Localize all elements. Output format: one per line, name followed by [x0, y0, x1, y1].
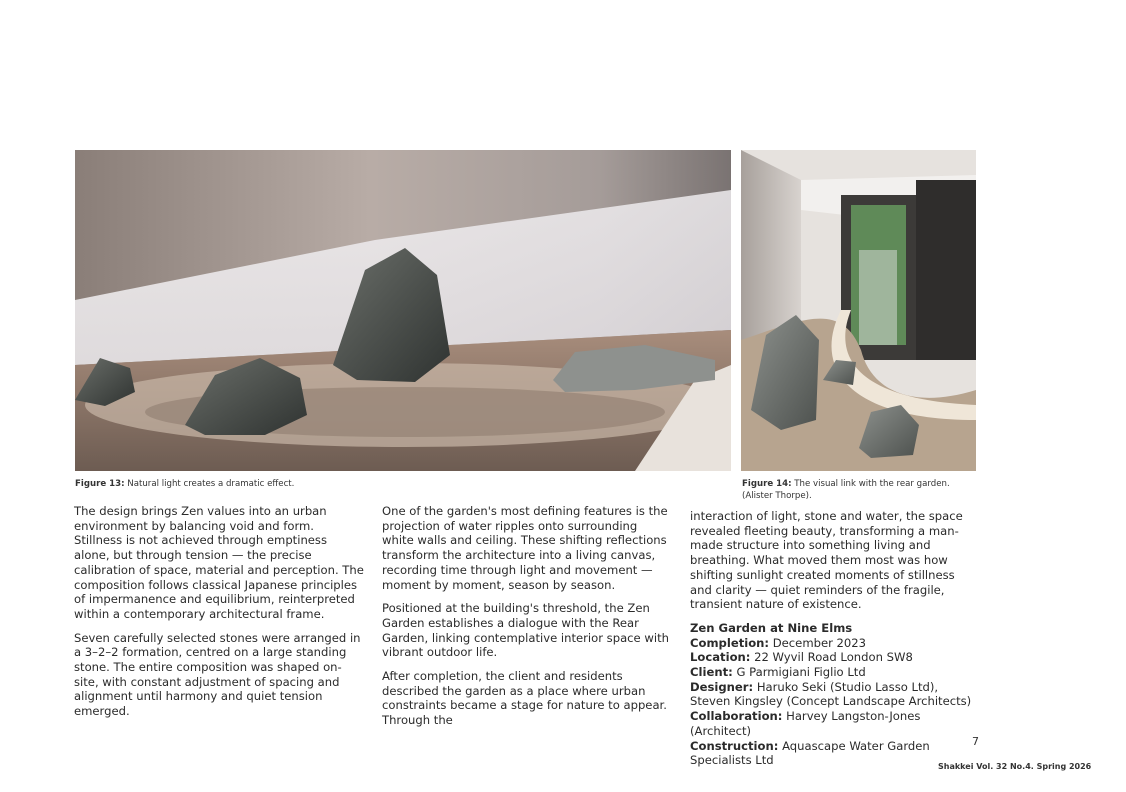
figure-13-photo [75, 150, 731, 471]
paragraph: Seven carefully selected stones were arranged in a 3–2–2 formation, centred on a large standing stone. The entire composition was shaped on-site, with constant adjustment of spacing and alignment until harmony and quiet tension emerged. [74, 630, 361, 719]
paragraph: The design brings Zen values into an urban environment by balancing void and form. Stillness is not achieved through emptiness alone, but through tension — the precise calibration of space, material and perception. The composition follows classical Japanese principles of impermanence and equilibrium, reinterpreted within a contemporary architectural frame. [74, 504, 364, 621]
figure-13-label: Figure 13: [75, 479, 125, 489]
figure-14-credit: (Alister Thorpe). [742, 491, 812, 501]
paragraph: interaction of light, stone and water, the space revealed fleeting beauty, transforming a man-made structure into something living and breathing. What moved them most was how shifting sunlight created moments of stillness and clarity — quiet reminders of the fragile, transient nature of existence. [690, 509, 963, 612]
fact-construction: Construction: Aquascape Water Garden Specialists Ltd [690, 738, 930, 768]
project-facts [690, 621, 980, 768]
paragraph: After completion, the client and residents described the garden as a place where urban constraints became a stage for nature to appear. Through the [382, 669, 667, 728]
fact-location: Location: 22 Wyvil Road London SW8 [690, 650, 913, 665]
figure-13-text: Natural light creates a dramatic effect. [127, 479, 295, 489]
journal-footer: Shakkei Vol. 32 No.4. Spring 2026 [938, 762, 1092, 771]
figure-13-caption [75, 478, 675, 490]
paragraph: Positioned at the building's threshold, the Zen Garden establishes a dialogue with the Rear Garden, linking contemplative interior space with vibrant outdoor life. [382, 601, 669, 660]
body-column-3 [690, 509, 980, 768]
fact-designer: Designer: Haruko Seki (Studio Lasso Ltd), Steven Kingsley (Concept Landscape Architects) [690, 679, 972, 709]
fact-collaboration: Collaboration: Harvey Langston-Jones (Architect) [690, 709, 921, 738]
page-number: 7 [972, 735, 979, 748]
paragraph: One of the garden's most defining features is the projection of water ripples onto surrounding white walls and ceiling. These shifting reflections transform the architecture into a living canvas, recording time through light and movement — moment by moment, season by season. [382, 504, 668, 592]
figure-14-caption [742, 478, 972, 502]
fact-completion: Completion: December 2023 [690, 635, 867, 650]
figure-14-label: Figure 14: [742, 479, 792, 489]
fact-client: Client: G Parmigiani Figlio Ltd [690, 665, 866, 680]
figure-14-photo [741, 150, 976, 471]
body-column-1 [74, 504, 364, 728]
figure-14-text: The visual link with the rear garden. [794, 479, 950, 489]
body-column-2 [382, 504, 670, 737]
project-title: Zen Garden at Nine Elms [690, 620, 853, 635]
